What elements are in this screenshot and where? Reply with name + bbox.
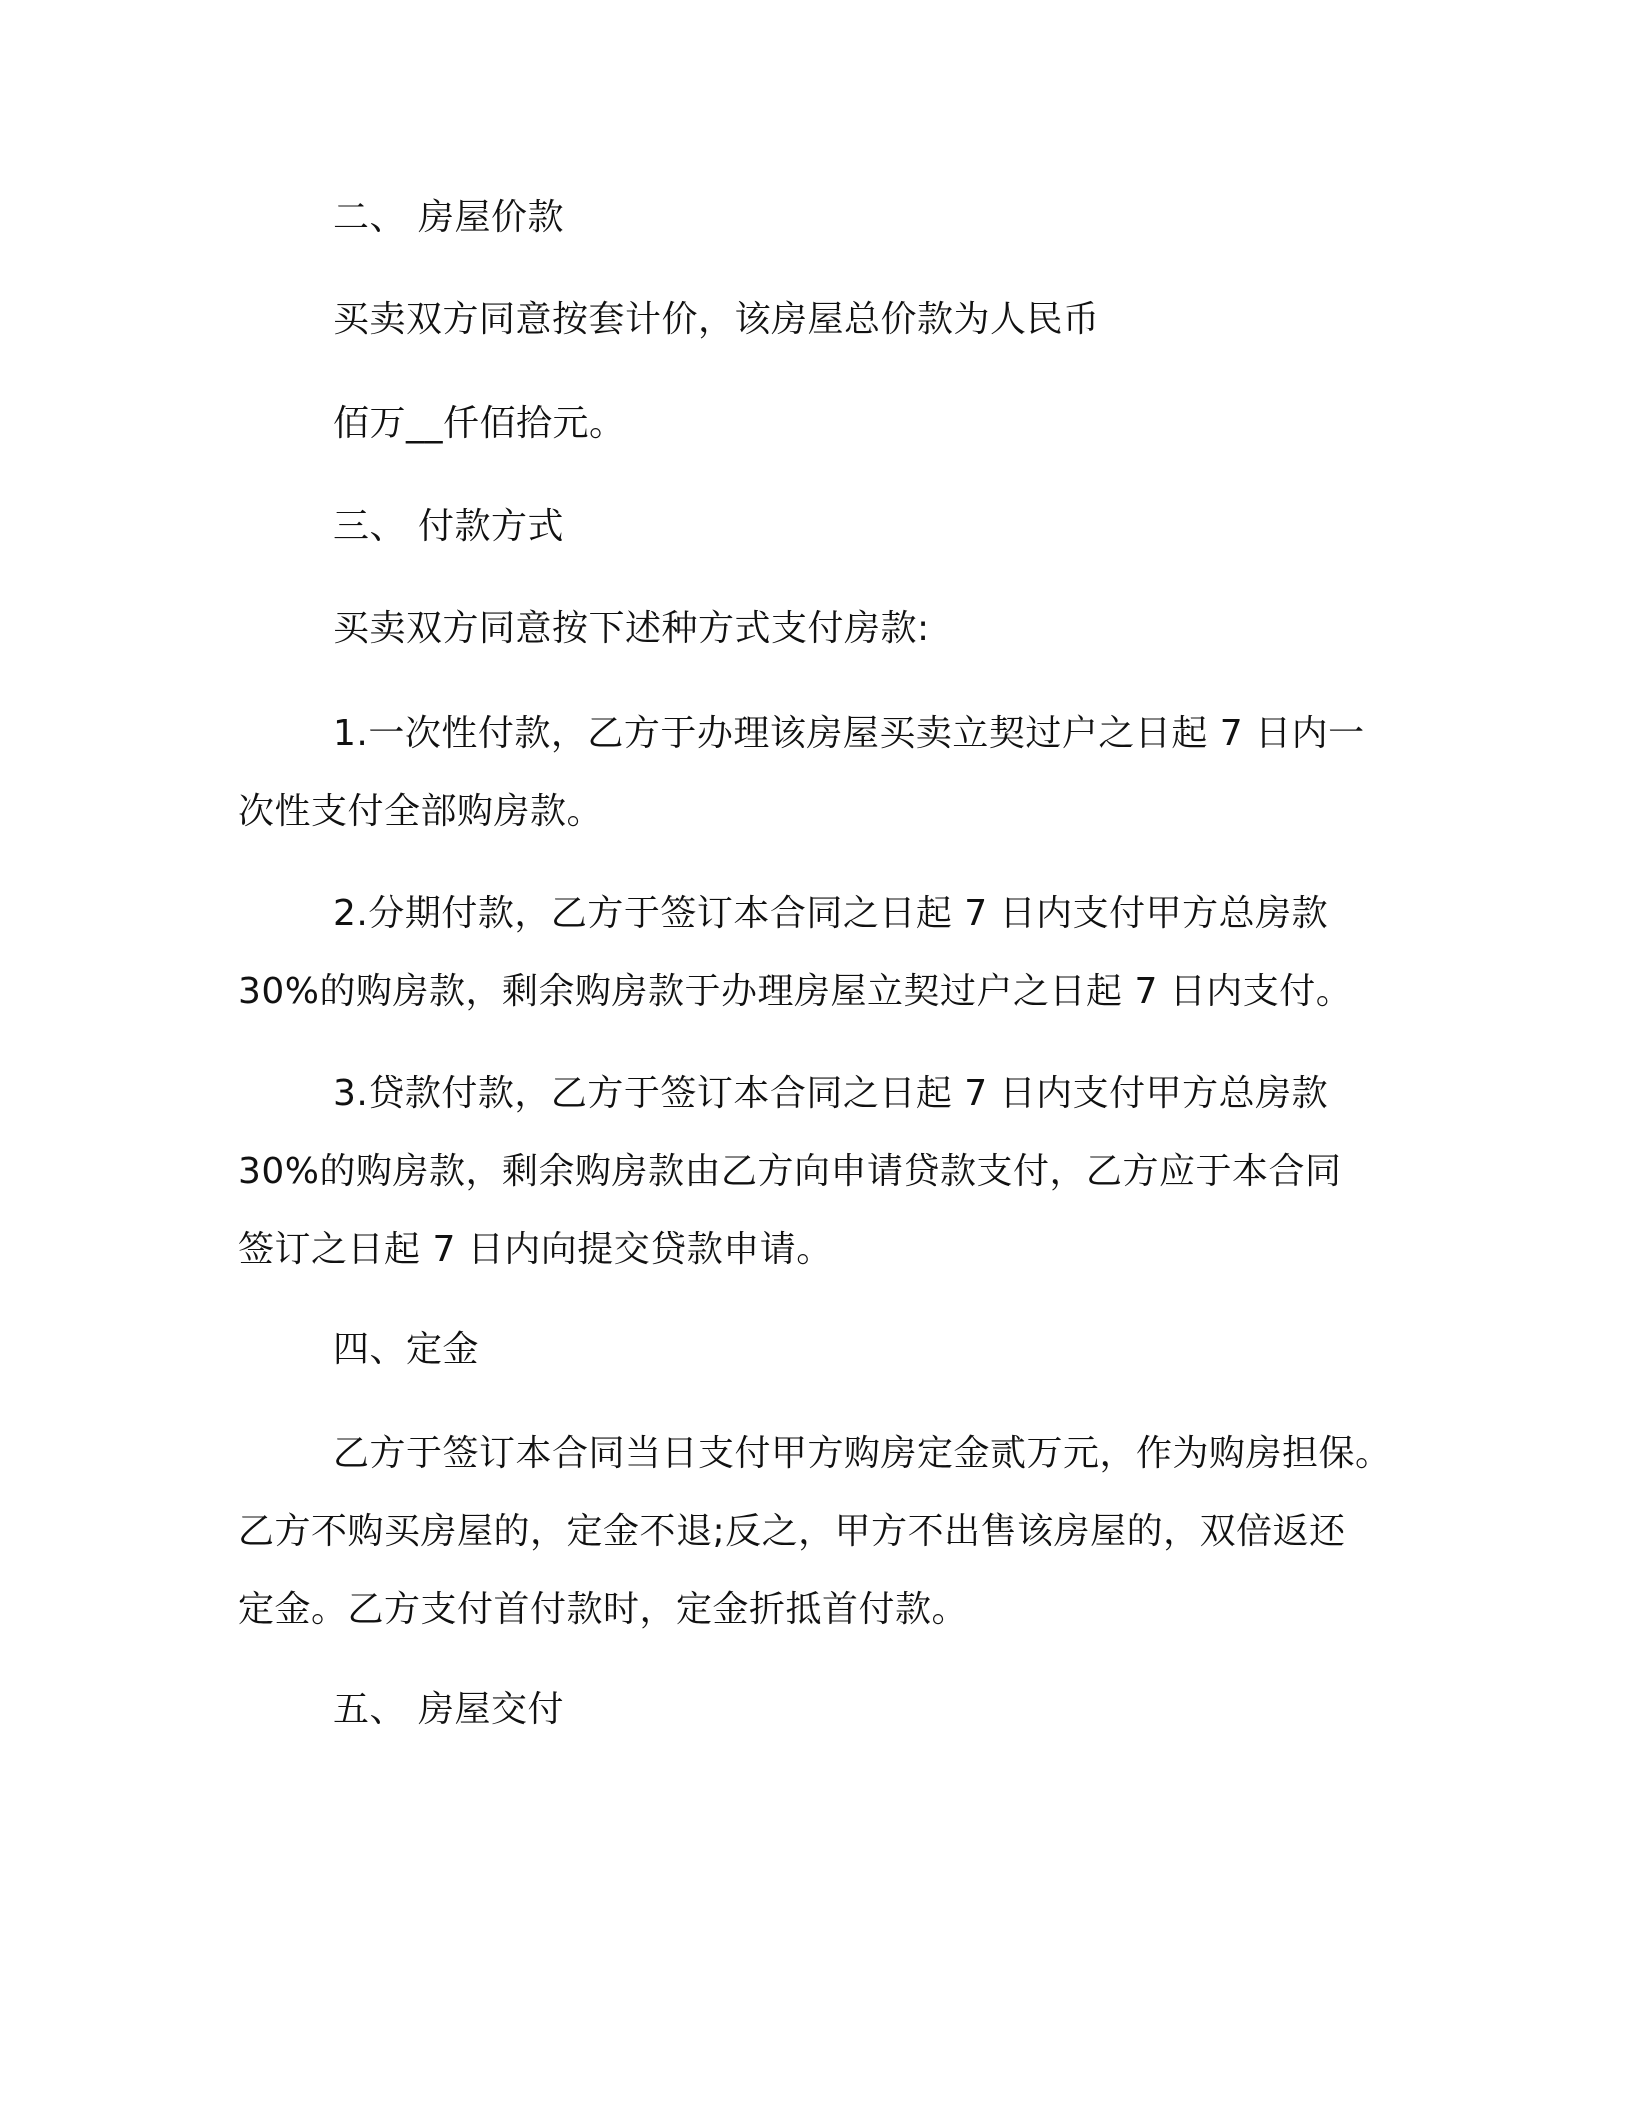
section-2-body-line-2: 佰万__仟佰拾元。	[333, 403, 626, 444]
section-2-heading: 二、 房屋价款	[333, 197, 564, 238]
section-4-body-line-2: 乙方不购买房屋的，定金不退;反之，甲方不出售该房屋的，双倍返还	[238, 1511, 1346, 1552]
section-3-heading: 三、 付款方式	[333, 506, 564, 547]
payment-item-3-line-1: 3.贷款付款，乙方于签订本合同之日起 7 日内支付甲方总房款	[333, 1073, 1329, 1114]
payment-item-3-line-3: 签订之日起 7 日内向提交贷款申请。	[238, 1229, 833, 1270]
payment-item-1-line-2: 次性支付全部购房款。	[238, 791, 604, 832]
payment-item-2-line-2: 30%的购房款，剩余购房款于办理房屋立契过户之日起 7 日内支付。	[238, 971, 1353, 1012]
payment-item-2-line-1: 2.分期付款，乙方于签订本合同之日起 7 日内支付甲方总房款	[333, 893, 1329, 934]
payment-item-1-line-1: 1.一次性付款，乙方于办理该房屋买卖立契过户之日起 7 日内一	[333, 713, 1365, 754]
section-4-heading: 四、定金	[333, 1329, 480, 1370]
payment-item-3-line-2: 30%的购房款，剩余购房款由乙方向申请贷款支付，乙方应于本合同	[238, 1151, 1342, 1192]
section-3-intro: 买卖双方同意按下述种方式支付房款:	[333, 608, 930, 649]
section-5-heading: 五、 房屋交付	[333, 1689, 564, 1730]
section-4-body-line-1: 乙方于签订本合同当日支付甲方购房定金贰万元，作为购房担保。	[333, 1433, 1392, 1474]
section-2-body-line-1: 买卖双方同意按套计价，该房屋总价款为人民币	[333, 299, 1100, 340]
section-4-body-line-3: 定金。乙方支付首付款时，定金折抵首付款。	[238, 1589, 969, 1630]
